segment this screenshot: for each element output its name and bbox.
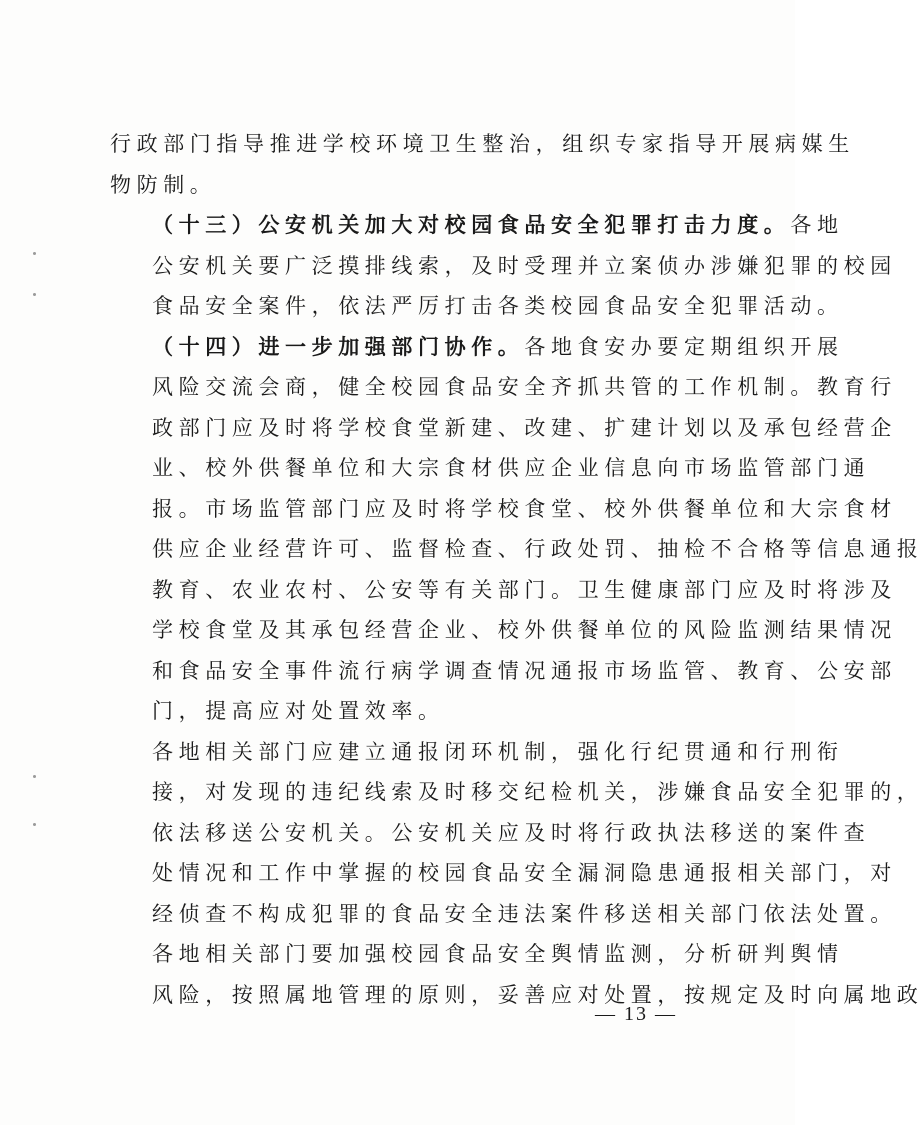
text-line: 食品安全案件，依法严厉打击各类校园食品安全犯罪活动。 xyxy=(152,294,844,318)
text-line: 风险，按照属地管理的原则，妥善应对处置，按规定及时向属地政 xyxy=(152,982,923,1007)
text-line: 报。市场监管部门应及时将学校食堂、校外供餐单位和大宗食材 xyxy=(152,496,897,521)
text-run: 各地食安办要定期组织开展 xyxy=(524,334,844,359)
page-number: — 13 — xyxy=(595,1003,677,1025)
text-line: 学校食堂及其承包经营企业、校外供餐单位的风险监测结果情况 xyxy=(152,618,897,642)
text-line: 门，提高应对处置效率。 xyxy=(152,699,445,723)
scan-speck xyxy=(33,293,36,296)
scan-speck xyxy=(33,823,36,826)
paragraph-item-14 xyxy=(110,327,923,732)
scan-speck xyxy=(33,775,36,778)
item-heading-14: （十四）进一步加强部门协作。 xyxy=(152,333,525,359)
item-heading-13: （十三）公安机关加大对校园食品安全犯罪打击力度。 xyxy=(152,212,791,237)
text-line: 政部门应及时将学校食堂新建、改建、扩建计划以及承包经营企 xyxy=(152,415,897,440)
text-line: 各地相关部门应建立通报闭环机制，强化行纪贯通和行刑衔 xyxy=(152,739,844,764)
text-line: 业、校外供餐单位和大宗食材供应企业信息向市场监管部门通 xyxy=(152,456,871,480)
paragraph-continuation xyxy=(110,124,855,205)
text-line: 依法移送公安机关。公安机关应及时将行政执法移送的案件查 xyxy=(152,820,871,845)
text-line: 物防制。 xyxy=(110,172,217,197)
text-line: 经侦查不构成犯罪的食品安全违法案件移送相关部门依法处置。 xyxy=(152,901,897,926)
text-run: 各地 xyxy=(790,213,844,237)
text-line: 行政部门指导推进学校环境卫生整治，组织专家指导开展病媒生 xyxy=(110,132,855,156)
text-line: 供应企业经营许可、监督检查、行政处罚、抽检不合格等信息通报 xyxy=(152,537,923,561)
scan-speck xyxy=(33,252,36,255)
body-text xyxy=(110,124,923,1015)
text-line: 各地相关部门要加强校园食品安全舆情监测，分析研判舆情 xyxy=(152,942,844,966)
text-line: 和食品安全事件流行病学调查情况通报市场监管、教育、公安部 xyxy=(152,658,897,683)
text-line: 处情况和工作中掌握的校园食品安全漏洞隐患通报相关部门，对 xyxy=(152,861,897,885)
text-line: 接，对发现的违纪线索及时移交纪检机关，涉嫌食品安全犯罪的， xyxy=(152,780,923,804)
text-line: 教育、农业农村、公安等有关部门。卫生健康部门应及时将涉及 xyxy=(152,577,897,602)
paragraph-item-13 xyxy=(110,205,897,327)
text-line: 公安机关要广泛摸排线索，及时受理并立案侦办涉嫌犯罪的校园 xyxy=(152,253,897,278)
paragraph-notification-mechanism xyxy=(110,732,923,935)
text-line: 风险交流会商，健全校园食品安全齐抓共管的工作机制。教育行 xyxy=(152,375,897,399)
